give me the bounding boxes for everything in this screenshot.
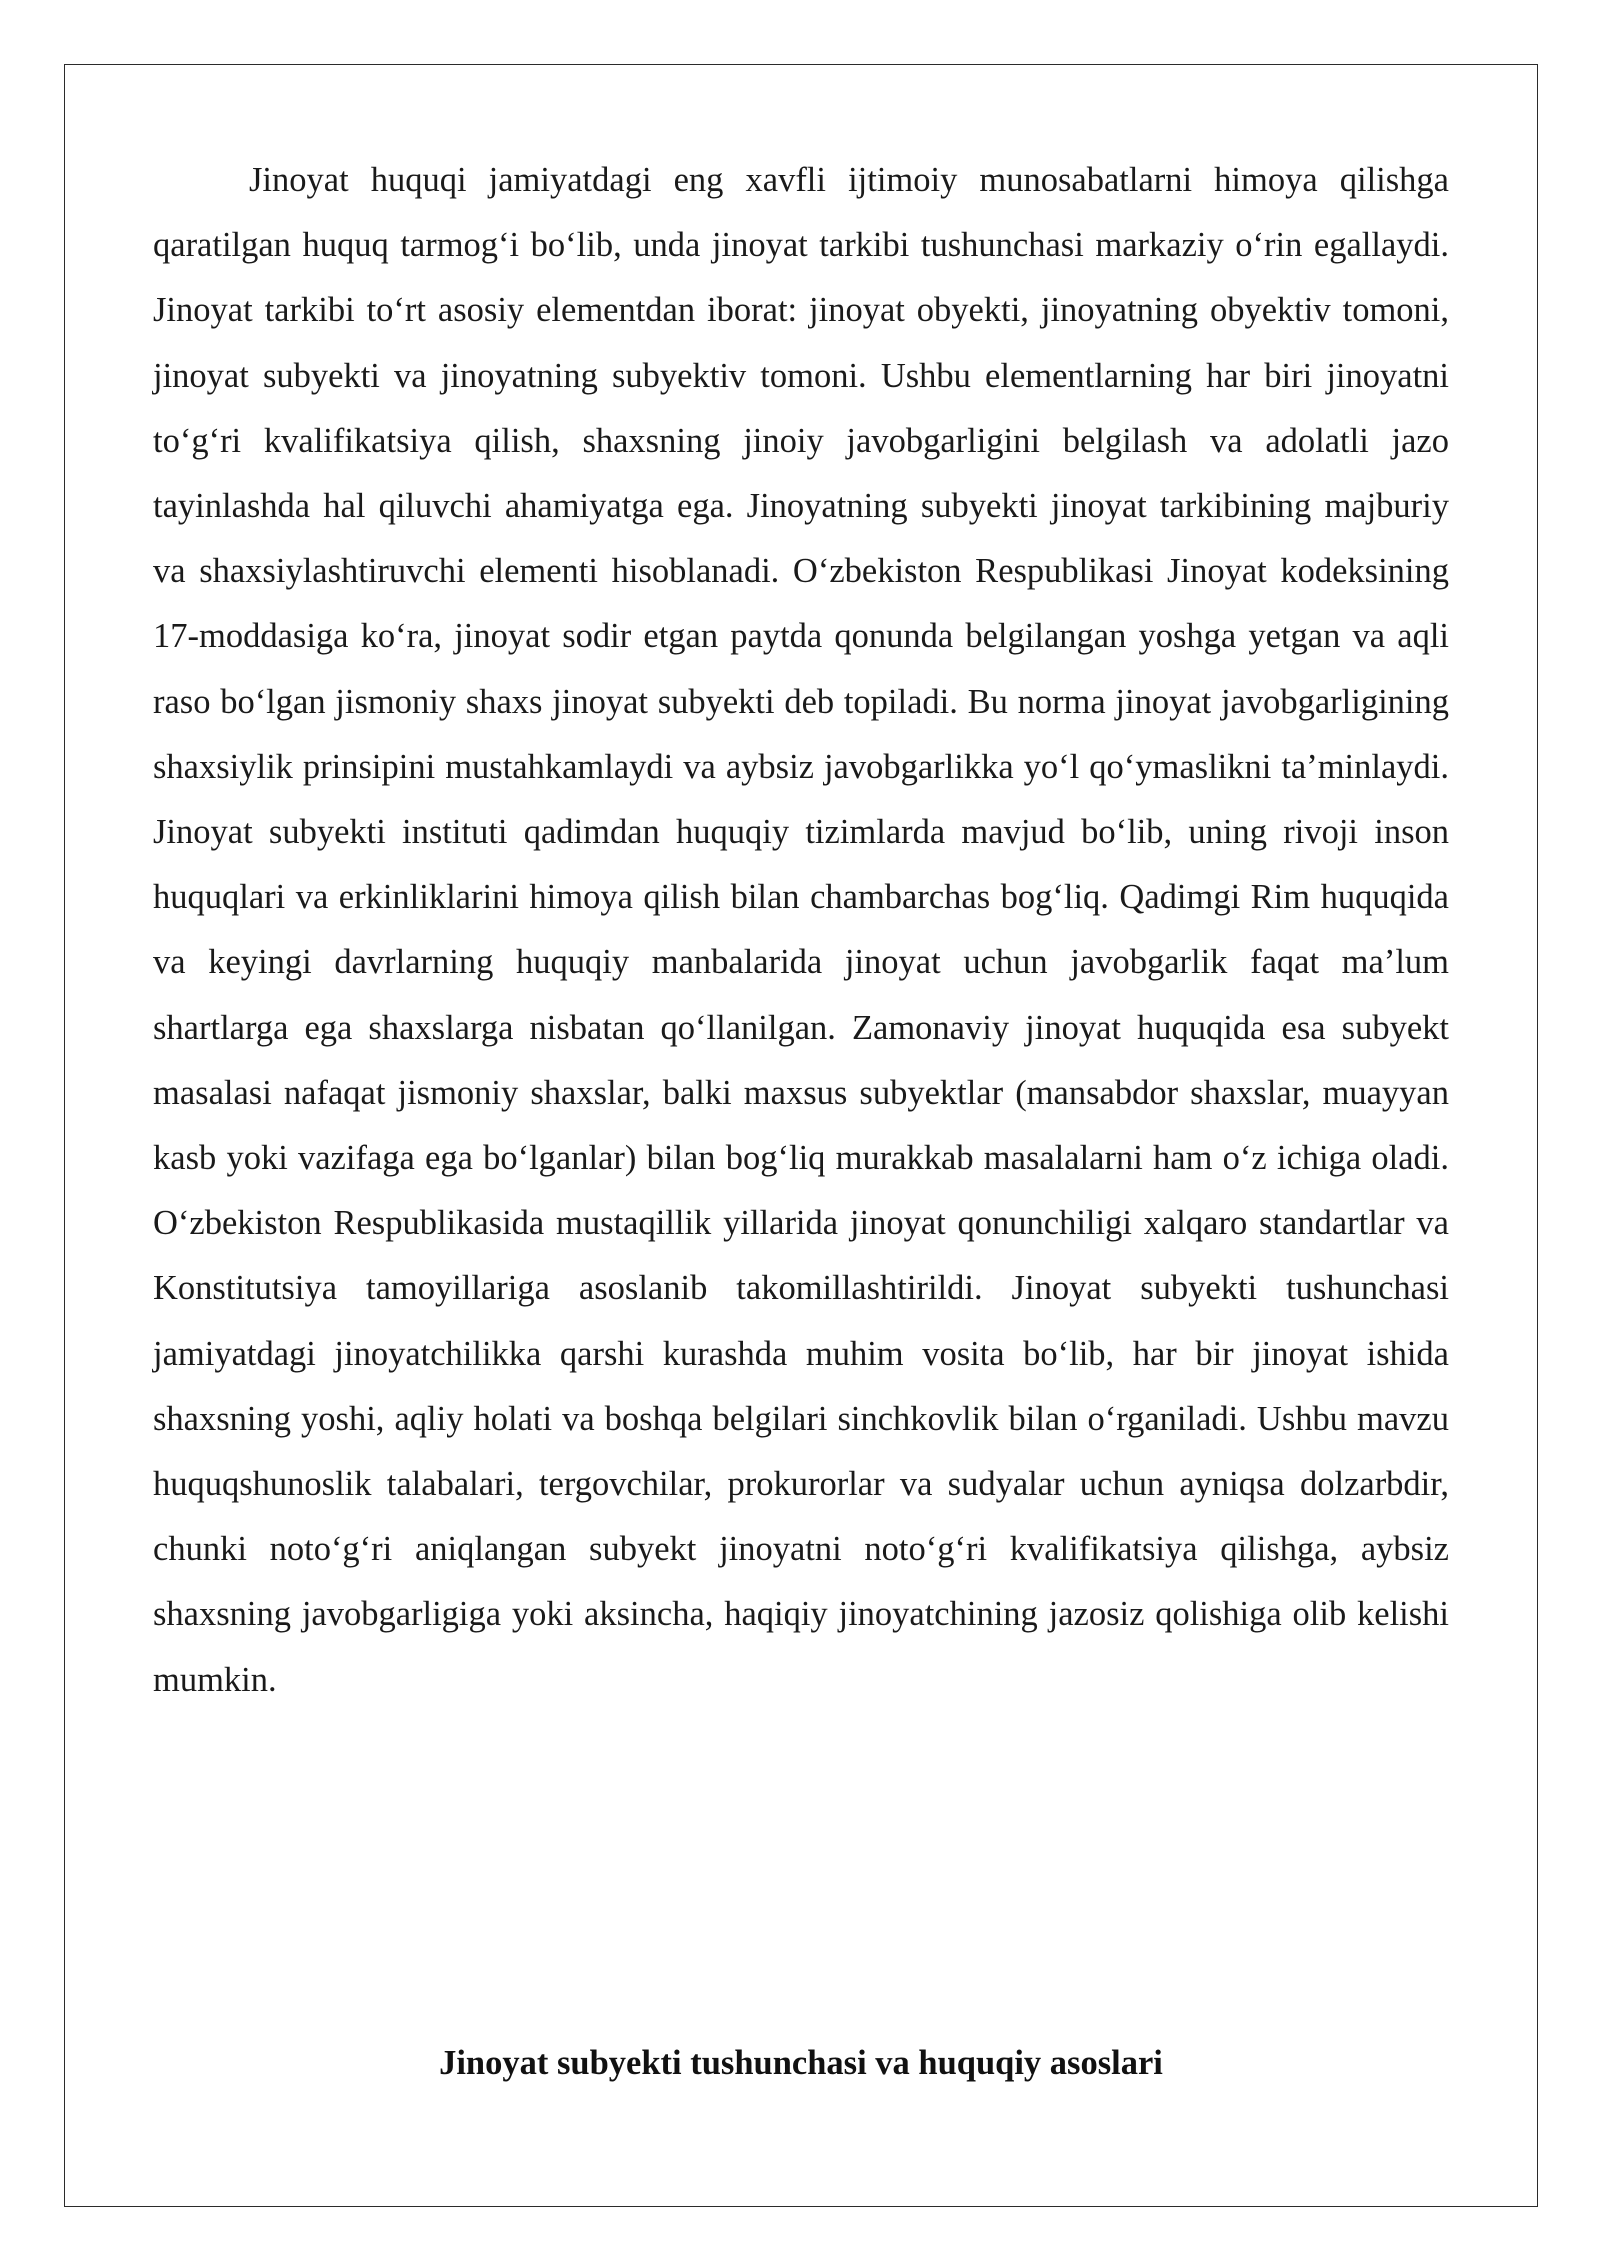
body-paragraph: Jinoyat huquqi jamiyatdagi eng xavfli ijtimoiy munosabatlarni himoya qilishga qaratilgan huquq tarmog‘i bo‘lib, unda jinoyat tarkibi tushunchasi markaziy o‘rin egallaydi. Jinoyat tarkibi to‘rt asosiy elementdan iborat: jinoyat obyekti, jinoyatning obyektiv tomoni, jinoyat subyekti va jinoyatning subyektiv tomoni. Ushbu elementlarning har biri jinoyatni to‘g‘ri kvalifikatsiya qilish, shaxsning jinoiy javobgarligini belgilash va adolatli jazo tayinlashda hal qiluvchi ahamiyatga ega. Jinoyatning subyekti jinoyat tarkibining majburiy va shaxsiylashtiruvchi elementi hisoblanadi. O‘zbekiston Respublikasi Jinoyat kodeksining 17-moddasiga ko‘ra, jinoyat sodir etgan paytda qonunda belgilangan yoshga yetgan va aqli raso bo‘lgan jismoniy shaxs jinoyat subyekti deb topiladi. Bu norma jinoyat javobgarligining shaxsiylik prinsipini mustahkamlaydi va aybsiz javobgarlikka yo‘l qo‘ymaslikni ta’minlaydi. Jinoyat subyekti instituti qadimdan huquqiy tizimlarda mavjud bo‘lib, uning rivoji inson huquqlari va erkinliklarini himoya qilish bilan chambarchas bog‘liq. Qadimgi Rim huquqida va keyingi davrlarning huquqiy manbalarida jinoyat uchun javobgarlik faqat ma’lum shartlarga ega shaxslarga nisbatan qo‘llanilgan. Zamonaviy jinoyat huquqida esa subyekt masalasi nafaqat jismoniy shaxslar, balki maxsus subyektlar (mansabdor shaxslar, muayyan kasb yoki vazifaga ega bo‘lganlar) bilan bog‘liq murakkab masalalarni ham o‘z ichiga oladi. O‘zbekiston Respublikasida mustaqillik yillarida jinoyat qonunchiligi xalqaro standartlar va Konstitutsiya tamoyillariga asoslanib takomillashtirildi. Jinoyat subyekti tushunchasi jamiyatdagi jinoyatchilikka qarshi kurashda muhim vosita bo‘lib, har bir jinoyat ishida shaxsning yoshi, aqliy holati va boshqa belgilari sinchkovlik bilan o‘rganiladi. Ushbu mavzu huquqshunoslik talabalari, tergovchilar, prokurorlar va sudyalar uchun ayniqsa dolzarbdir, chunki noto‘g‘ri aniqlangan subyekt jinoyatni noto‘g‘ri kvalifikatsiya qilishga, aybsiz shaxsning javobgarligiga yoki aksincha, haqiqiy jinoyatchining jazosiz qolishiga olib kelishi mumkin.	[153, 161, 1449, 1699]
section-heading: Jinoyat subyekti tushunchasi va huquqiy asoslari	[439, 2044, 1163, 2082]
